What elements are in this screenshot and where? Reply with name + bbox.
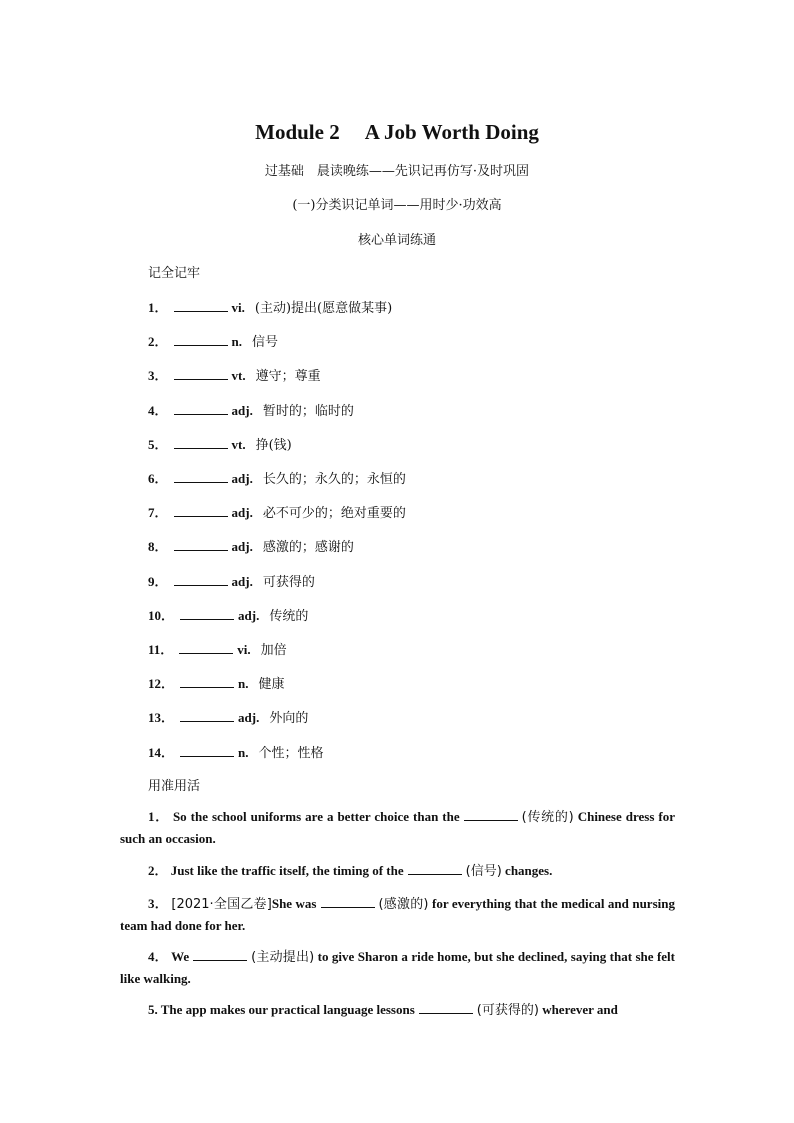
answer-blank[interactable] bbox=[180, 744, 234, 757]
vocab-meaning: 遵守；尊重 bbox=[255, 369, 321, 385]
vocab-item bbox=[148, 434, 292, 453]
vocab-meaning: 必不可少的；绝对重要的 bbox=[262, 506, 406, 522]
chinese-hint: (主动提出) bbox=[251, 950, 315, 965]
answer-blank[interactable] bbox=[174, 470, 228, 483]
vocab-meaning: 外向的 bbox=[269, 711, 309, 727]
part-of-speech: n. bbox=[238, 744, 249, 760]
vocab-number: 7． bbox=[148, 505, 168, 521]
part-of-speech: n. bbox=[231, 334, 242, 350]
vocab-item bbox=[148, 707, 308, 726]
chinese-hint: (可获得的) bbox=[476, 1003, 539, 1018]
part-of-speech: adj. bbox=[231, 471, 253, 486]
part-of-speech: adj. bbox=[231, 402, 253, 418]
sentence-number: 1． bbox=[148, 809, 169, 824]
part-of-speech: adj. bbox=[231, 573, 253, 589]
vocab-number: 11． bbox=[148, 642, 174, 657]
vocab-meaning: 可获得的 bbox=[262, 574, 315, 590]
source-tag: [2021·全国乙卷] bbox=[171, 897, 272, 912]
vocab-meaning: 暂时的；临时的 bbox=[262, 403, 354, 419]
answer-blank[interactable] bbox=[321, 895, 375, 908]
part-of-speech: vi. bbox=[231, 300, 245, 315]
part-of-speech: vt. bbox=[231, 368, 246, 384]
answer-blank[interactable] bbox=[419, 1001, 473, 1014]
vocab-number: 6． bbox=[148, 471, 168, 486]
part-of-speech: vi. bbox=[237, 642, 251, 657]
sentence-text-after: for everything that the medical and nursing team had done for her. bbox=[120, 896, 675, 933]
sentence-4 bbox=[120, 946, 675, 989]
sentence-text-before: She was bbox=[271, 896, 317, 911]
answer-blank[interactable] bbox=[174, 504, 228, 517]
vocab-number: 2． bbox=[148, 334, 168, 350]
subtitle-topic: 核心单词练通 bbox=[357, 233, 436, 248]
section-label-usage: 用准用活 bbox=[148, 779, 201, 794]
vocab-meaning: 信号 bbox=[252, 335, 279, 351]
vocab-item bbox=[148, 400, 354, 419]
subtitle-section: 过基础 晨读晚练——先识记再仿写·及时巩固 bbox=[264, 164, 530, 179]
sentence-number: 3． bbox=[148, 896, 168, 911]
sentence-2 bbox=[120, 860, 675, 882]
answer-blank[interactable] bbox=[193, 948, 247, 961]
sentence-text-before: Just like the traffic itself, the timing of the bbox=[170, 863, 404, 878]
answer-blank[interactable] bbox=[464, 808, 518, 821]
vocab-item bbox=[148, 365, 321, 384]
sentence-text-before: The app makes our practical language lessons bbox=[160, 1002, 415, 1017]
part-of-speech: adj. bbox=[231, 539, 253, 555]
sentence-number: 2． bbox=[148, 863, 168, 878]
sentence-text-after: to give Sharon a ride home, but she declined, saying that she felt like walking. bbox=[120, 949, 675, 986]
vocab-number: 14． bbox=[148, 744, 175, 760]
vocab-item bbox=[148, 571, 315, 590]
chinese-hint: (感激的) bbox=[378, 897, 429, 912]
answer-blank[interactable] bbox=[180, 675, 234, 688]
vocab-number: 3． bbox=[148, 368, 168, 384]
vocab-meaning: 感激的；感谢的 bbox=[262, 540, 354, 556]
vocab-item bbox=[148, 536, 354, 555]
vocab-meaning: 加倍 bbox=[260, 643, 287, 658]
vocab-item bbox=[148, 639, 287, 658]
chinese-hint: (传统的) bbox=[521, 810, 574, 825]
section-label-memorize: 记全记牢 bbox=[148, 266, 201, 281]
answer-blank[interactable] bbox=[174, 333, 228, 346]
vocab-number: 10． bbox=[148, 607, 175, 623]
sentence-text-after: changes. bbox=[505, 863, 553, 878]
vocab-item bbox=[148, 468, 406, 487]
answer-blank[interactable] bbox=[174, 402, 228, 415]
sentence-1 bbox=[120, 806, 675, 849]
vocab-item bbox=[148, 605, 308, 624]
vocab-item bbox=[148, 742, 324, 761]
vocab-item bbox=[148, 297, 392, 316]
vocab-meaning: 挣(钱) bbox=[255, 437, 292, 453]
answer-blank[interactable] bbox=[179, 641, 233, 654]
vocab-number: 12． bbox=[148, 676, 175, 692]
vocab-meaning: 传统的 bbox=[269, 608, 309, 624]
answer-blank[interactable] bbox=[174, 299, 228, 312]
vocab-number: 1． bbox=[148, 300, 168, 315]
answer-blank[interactable] bbox=[174, 573, 228, 586]
answer-blank[interactable] bbox=[174, 367, 228, 380]
vocab-number: 13． bbox=[148, 710, 175, 726]
page-title: Module 2 A Job Worth Doing bbox=[255, 120, 539, 144]
vocab-number: 9． bbox=[148, 573, 168, 589]
sentence-text-before: We bbox=[171, 949, 190, 964]
answer-blank[interactable] bbox=[180, 709, 234, 722]
vocab-item bbox=[148, 673, 285, 692]
vocab-item bbox=[148, 331, 278, 350]
sentence-3 bbox=[120, 893, 675, 936]
sentence-text-after: Chinese dress for such an occasion. bbox=[120, 809, 675, 846]
vocab-meaning: 健康 bbox=[258, 677, 285, 693]
sentence-text-before: So the school uniforms are a better choice than the bbox=[172, 809, 460, 824]
answer-blank[interactable] bbox=[174, 538, 228, 551]
vocab-meaning: 长久的；永久的；永恒的 bbox=[262, 472, 406, 487]
part-of-speech: adj. bbox=[238, 710, 260, 726]
vocab-meaning: 个性；性格 bbox=[258, 745, 324, 761]
vocab-number: 8． bbox=[148, 539, 168, 555]
sentence-5 bbox=[120, 999, 675, 1021]
vocab-item bbox=[148, 502, 406, 521]
subtitle-part: (一)分类识记单词——用时少·功效高 bbox=[292, 198, 502, 213]
sentence-number: 5. bbox=[148, 1002, 158, 1017]
part-of-speech: vt. bbox=[231, 436, 246, 452]
vocab-number: 5． bbox=[148, 436, 168, 452]
vocab-meaning: (主动)提出(愿意做某事) bbox=[254, 301, 393, 316]
answer-blank[interactable] bbox=[180, 607, 234, 620]
vocab-number: 4． bbox=[148, 402, 168, 418]
answer-blank[interactable] bbox=[174, 436, 228, 449]
answer-blank[interactable] bbox=[408, 862, 462, 875]
sentence-text-after: wherever and bbox=[542, 1002, 618, 1017]
sentence-number: 4． bbox=[148, 949, 168, 964]
part-of-speech: adj. bbox=[238, 607, 260, 623]
part-of-speech: adj. bbox=[231, 505, 253, 521]
part-of-speech: n. bbox=[238, 676, 249, 692]
chinese-hint: (信号) bbox=[465, 864, 502, 879]
